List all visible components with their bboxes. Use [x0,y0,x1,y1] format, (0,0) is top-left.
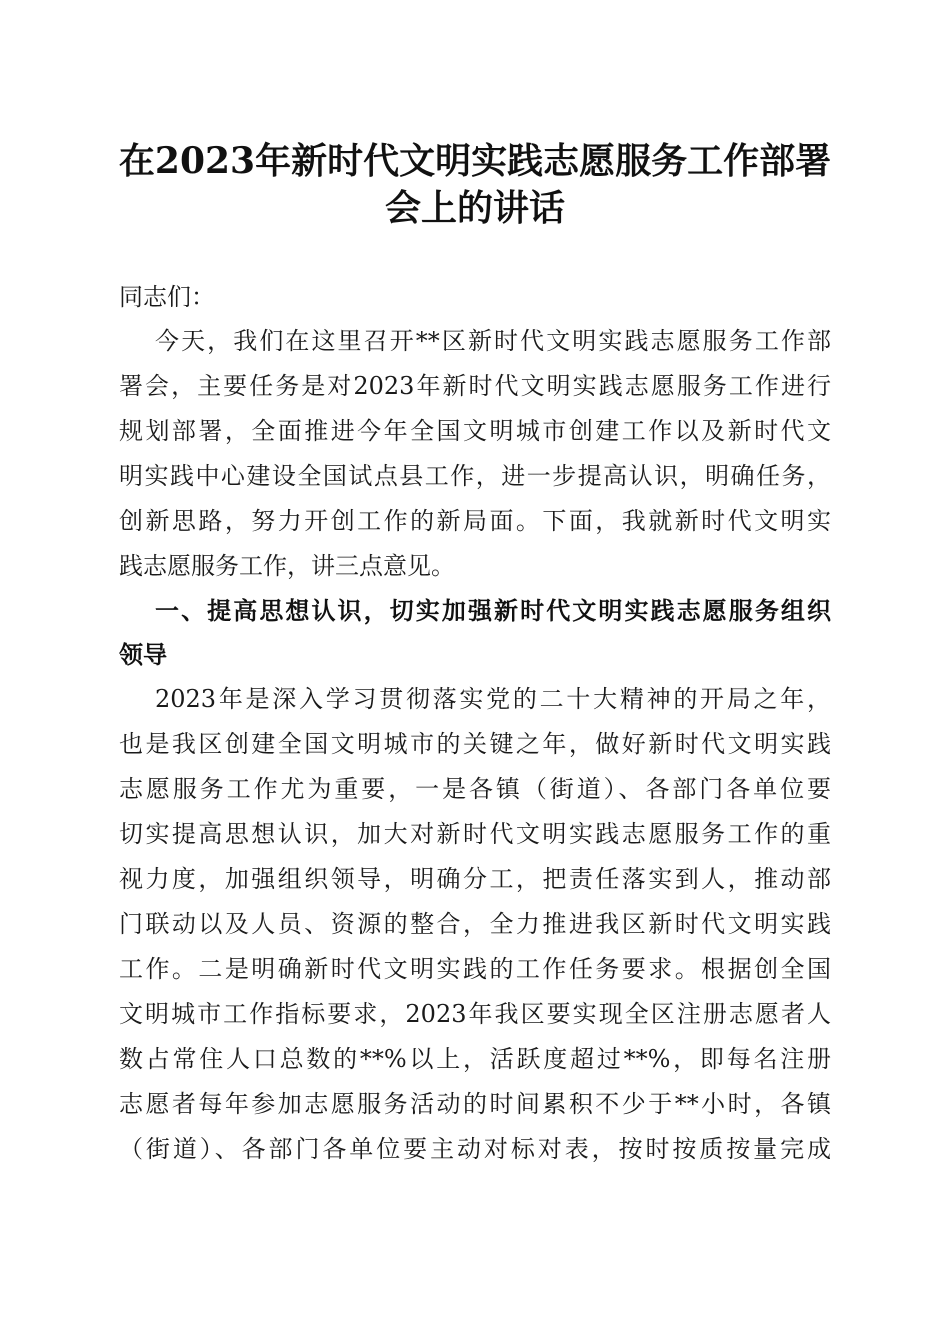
body-line: 也是我区创建全国文明城市的关键之年，做好新时代文明实践 [119,730,831,758]
intro-line: 创新思路，努力开创工作的新局面。下面，我就新时代文明实 [119,507,831,535]
section-heading-1-cont: 领导 [119,641,167,669]
body-line: 志愿服务工作尤为重要，一是各镇（街道）、各部门各单位要 [119,775,831,803]
body-line: 门联动以及人员、资源的整合，全力推进我区新时代文明实践 [119,910,831,938]
intro-line: 今天，我们在这里召开**区新时代文明实践志愿服务工作部 [155,327,831,355]
document-title-line-1: 在2023年新时代文明实践志愿服务工作部署 [118,140,832,182]
body-line: 2023年是深入学习贯彻落实党的二十大精神的开局之年， [155,685,831,713]
intro-line: 明实践中心建设全国试点县工作，进一步提高认识，明确任务， [119,462,831,490]
salutation: 同志们： [119,283,215,311]
body-line: 文明城市工作指标要求，2023年我区要实现全区注册志愿者人 [119,1000,831,1028]
intro-line: 规划部署，全面推进今年全国文明城市创建工作以及新时代文 [119,417,831,445]
body-line: 切实提高思想认识，加大对新时代文明实践志愿服务工作的重 [119,820,831,848]
document-title-line-2: 会上的讲话 [384,187,565,229]
section-heading-1: 一、提高思想认识，切实加强新时代文明实践志愿服务组织 [155,597,831,625]
body-line: 工作。二是明确新时代文明实践的工作任务要求。根据创全国 [119,955,831,983]
body-line: 视力度，加强组织领导，明确分工，把责任落实到人，推动部 [119,865,831,893]
intro-line: 署会，主要任务是对2023年新时代文明实践志愿服务工作进行 [119,372,831,400]
body-line: 志愿者每年参加志愿服务活动的时间累积不少于**小时，各镇 [119,1090,831,1118]
body-line: 数占常住人口总数的**%以上，活跃度超过**%，即每名注册 [119,1045,831,1073]
body-line: （街道）、各部门各单位要主动对标对表，按时按质按量完成 [119,1135,831,1163]
intro-line: 践志愿服务工作，讲三点意见。 [119,552,455,580]
